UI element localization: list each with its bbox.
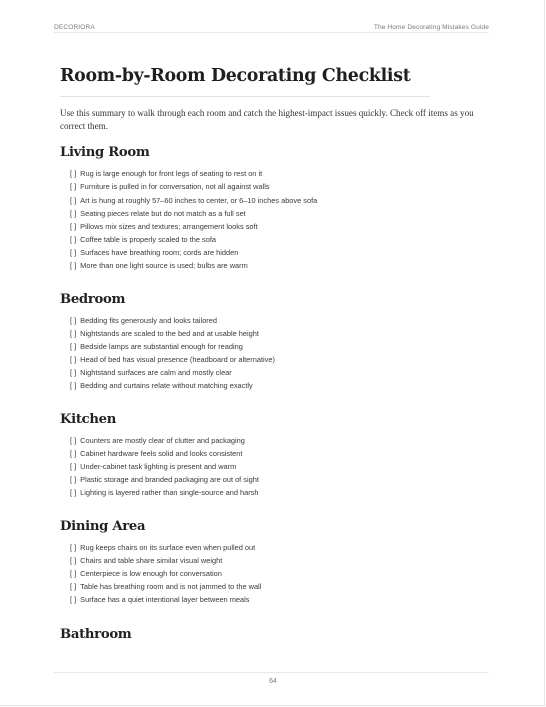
intro-paragraph: Use this summary to walk through each room and catch the highest-impact issues quickly. Check off items as you correct them. bbox=[60, 108, 474, 132]
checklist-item-text: Seating pieces relate but do not match as a full set bbox=[80, 208, 246, 218]
footer-divider bbox=[54, 672, 489, 673]
checklist-item bbox=[70, 246, 490, 259]
checklist-item bbox=[70, 233, 490, 246]
checkbox[interactable]: [ ] bbox=[70, 328, 77, 338]
page-content bbox=[60, 64, 490, 649]
section-bathroom bbox=[60, 627, 490, 643]
checkbox[interactable]: [ ] bbox=[70, 462, 77, 472]
checklist-item-text: Pillows mix sizes and textures; arrangement looks soft bbox=[80, 221, 258, 231]
checklist-item-text: Centerpiece is low enough for conversation bbox=[80, 569, 222, 579]
checkbox[interactable]: [ ] bbox=[70, 341, 77, 351]
checkbox[interactable]: [ ] bbox=[70, 488, 77, 498]
checklist-item bbox=[70, 434, 490, 447]
checklist-item bbox=[70, 366, 490, 379]
checkbox[interactable]: [ ] bbox=[70, 475, 77, 485]
checklist-item-text: Art is hung at roughly 57–60 inches to center, or 6–10 inches above sofa bbox=[80, 195, 318, 205]
checklist bbox=[60, 541, 490, 606]
checkbox[interactable]: [ ] bbox=[70, 208, 77, 218]
checklist-item-text: Nightstand surfaces are calm and mostly clear bbox=[80, 367, 232, 377]
checklist-item bbox=[70, 180, 490, 193]
checkbox[interactable]: [ ] bbox=[70, 260, 77, 270]
checkbox[interactable]: [ ] bbox=[70, 436, 77, 446]
checklist-item bbox=[70, 460, 490, 473]
checklist-item bbox=[70, 554, 490, 567]
section-heading: Kitchen bbox=[60, 412, 117, 428]
checklist-item-text: Head of bed has visual presence (headboard or alternative) bbox=[80, 354, 275, 364]
checkbox[interactable]: [ ] bbox=[70, 582, 77, 592]
checklist-item-text: Table has breathing room and is not jammed to the wall bbox=[80, 582, 262, 592]
checklist-item-text: Counters are mostly clear of clutter and packaging bbox=[80, 436, 245, 446]
checklist-item bbox=[70, 567, 490, 580]
section-heading: Bathroom bbox=[60, 626, 132, 642]
header-divider bbox=[54, 32, 489, 33]
checklist-item-text: Rug is large enough for front legs of seating to rest on it bbox=[80, 169, 263, 179]
checklist bbox=[60, 314, 490, 392]
checkbox[interactable]: [ ] bbox=[70, 367, 77, 377]
checklist-item-text: Coffee table is properly scaled to the sofa bbox=[80, 234, 217, 244]
checklist-item-text: Lighting is layered rather than single-source and harsh bbox=[80, 488, 259, 498]
section-heading: Bedroom bbox=[60, 291, 126, 307]
section-living-room bbox=[60, 145, 490, 271]
section-heading: Living Room bbox=[60, 145, 150, 161]
checklist-item-text: Under-cabinet task lighting is present and warm bbox=[80, 462, 237, 472]
checklist-item-text: Furniture is pulled in for conversation, not all against walls bbox=[80, 182, 270, 192]
section-dining-area bbox=[60, 519, 490, 606]
checklist-item bbox=[70, 447, 490, 460]
checklist-item-text: Plastic storage and branded packaging are out of sight bbox=[80, 475, 259, 485]
checkbox[interactable]: [ ] bbox=[70, 169, 77, 179]
checkbox[interactable]: [ ] bbox=[70, 221, 77, 231]
checklist-item bbox=[70, 580, 490, 593]
checklist-item-text: Rug keeps chairs on its surface even when pulled out bbox=[80, 543, 256, 553]
checklist-item bbox=[70, 220, 490, 233]
checklist-item-text: Cabinet hardware feels solid and looks consistent bbox=[80, 449, 243, 459]
checklist bbox=[60, 434, 490, 499]
checklist-item bbox=[70, 379, 490, 392]
checklist-item-text: Bedside lamps are substantial enough for reading bbox=[80, 341, 243, 351]
guide-title: The Home Decorating Mistakes Guide bbox=[373, 23, 489, 31]
checklist-item-text: More than one light source is used; bulbs are warm bbox=[80, 260, 248, 270]
checkbox[interactable]: [ ] bbox=[70, 449, 77, 459]
checklist-item bbox=[70, 541, 490, 554]
checklist-item bbox=[70, 259, 490, 272]
checklist bbox=[60, 167, 490, 271]
checkbox[interactable]: [ ] bbox=[70, 195, 77, 205]
checkbox[interactable]: [ ] bbox=[70, 381, 77, 391]
checkbox[interactable]: [ ] bbox=[70, 315, 77, 325]
section-heading: Dining Area bbox=[60, 519, 146, 535]
checkbox[interactable]: [ ] bbox=[70, 595, 77, 605]
checklist-item-text: Chairs and table share similar visual weight bbox=[80, 556, 223, 566]
checklist-item bbox=[70, 593, 490, 606]
checkbox[interactable]: [ ] bbox=[70, 543, 77, 553]
checklist-item bbox=[70, 340, 490, 353]
checklist-item bbox=[70, 207, 490, 220]
checklist-item bbox=[70, 473, 490, 486]
brand-label: DECORIORA bbox=[54, 23, 95, 31]
checklist-item bbox=[70, 167, 490, 180]
checklist-item-text: Surface has a quiet intentional layer between meals bbox=[80, 595, 250, 605]
checkbox[interactable]: [ ] bbox=[70, 247, 77, 257]
section-kitchen bbox=[60, 412, 490, 499]
page-number: 64 bbox=[269, 678, 277, 685]
checkbox[interactable]: [ ] bbox=[70, 182, 77, 192]
checkbox[interactable]: [ ] bbox=[70, 354, 77, 364]
checklist-item-text: Surfaces have breathing room; cords are hidden bbox=[80, 247, 239, 257]
checkbox[interactable]: [ ] bbox=[70, 234, 77, 244]
checklist-item bbox=[70, 486, 490, 499]
checklist-item-text: Bedding fits generously and looks tailored bbox=[80, 315, 217, 325]
checklist-item bbox=[70, 327, 490, 340]
checklist-item-text: Nightstands are scaled to the bed and at usable height bbox=[80, 328, 259, 338]
checklist-item bbox=[70, 314, 490, 327]
title-divider bbox=[60, 96, 430, 97]
checklist-sections bbox=[60, 145, 490, 642]
checklist-item-text: Bedding and curtains relate without matching exactly bbox=[80, 381, 253, 391]
checklist-item bbox=[70, 194, 490, 207]
section-bedroom bbox=[60, 292, 490, 392]
checkbox[interactable]: [ ] bbox=[70, 556, 77, 566]
checklist-item bbox=[70, 353, 490, 366]
checkbox[interactable]: [ ] bbox=[70, 569, 77, 579]
page-title: Room-by-Room Decorating Checklist bbox=[60, 66, 411, 86]
